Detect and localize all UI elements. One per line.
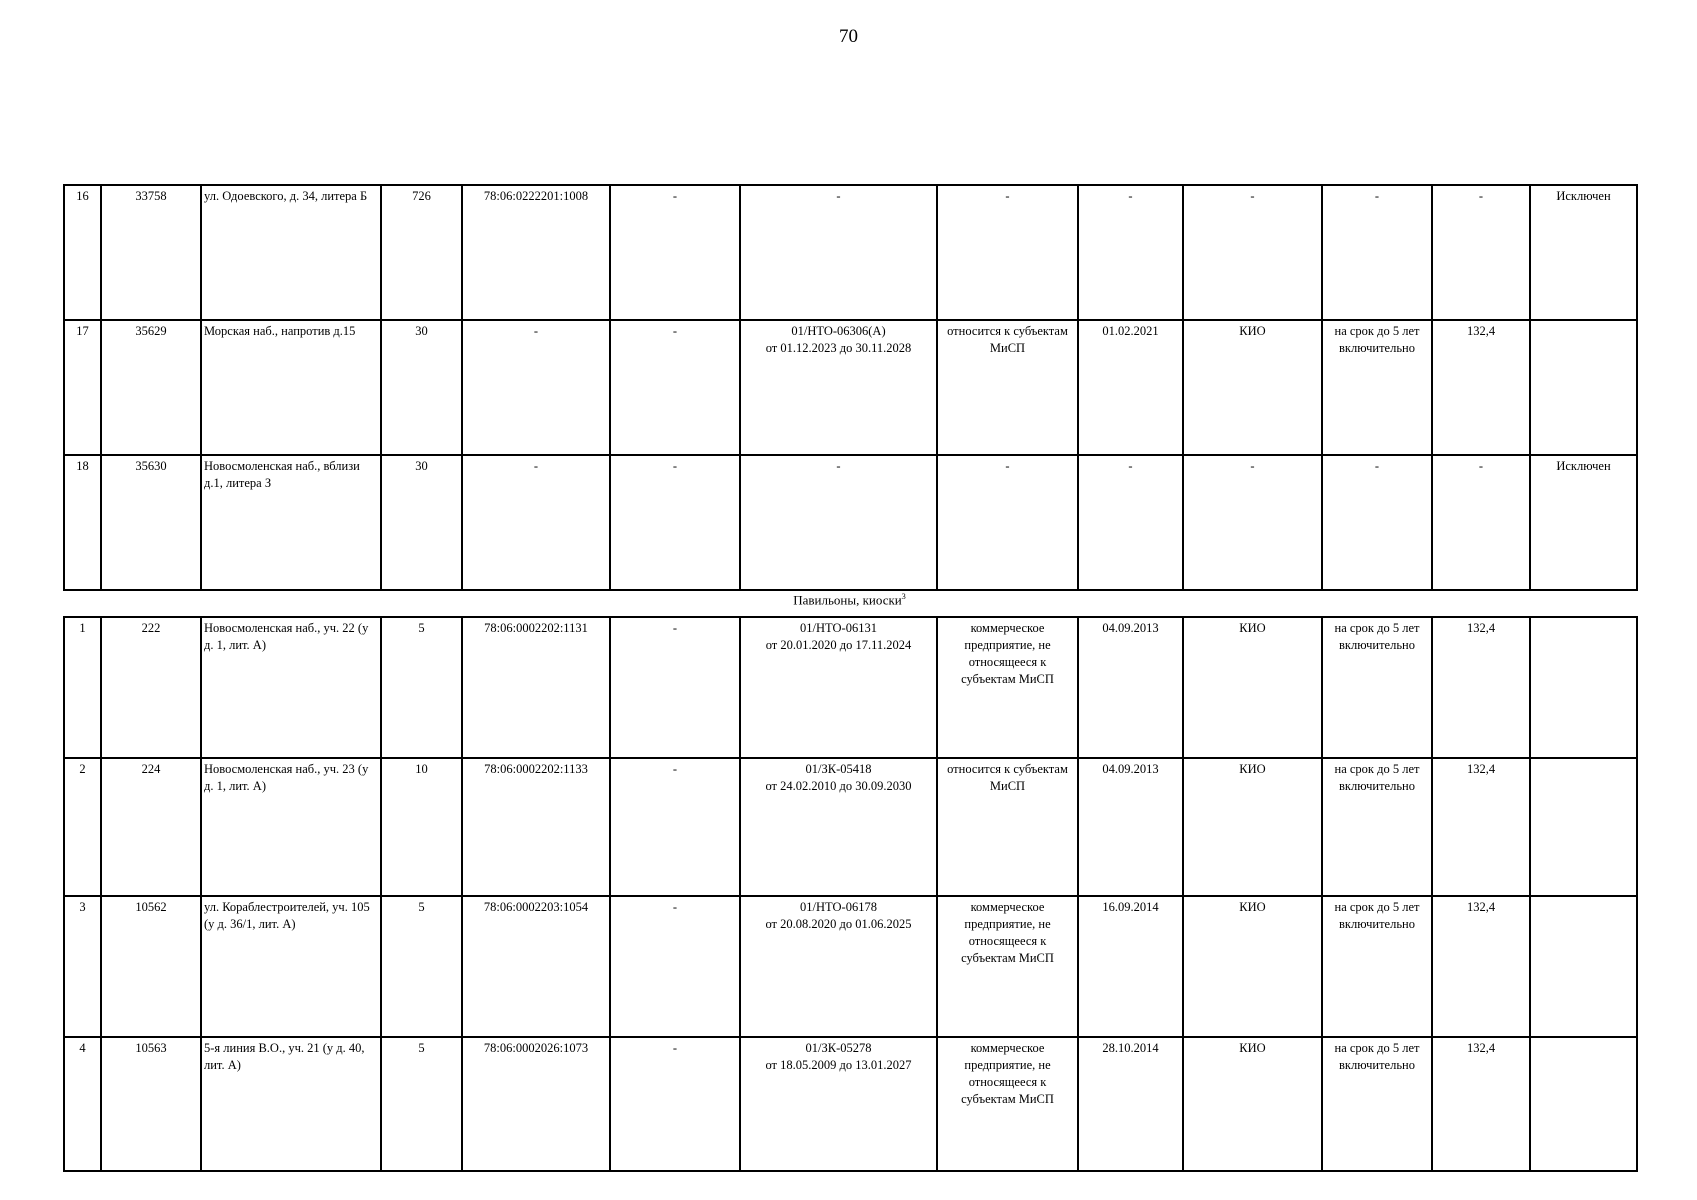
cell-organization-text: КИО — [1239, 900, 1266, 914]
cell-category-text: коммерческое предприятие, не относящееся к субъектам МиСП — [961, 1041, 1054, 1106]
cell-object-id — [101, 320, 201, 455]
cell-organization-text: КИО — [1239, 762, 1266, 776]
cell-organization — [1183, 1037, 1322, 1171]
cell-column-6 — [610, 617, 740, 758]
cell-date — [1078, 758, 1183, 896]
table-row — [64, 185, 1637, 320]
cell-note — [1530, 896, 1637, 1037]
cell-category — [937, 617, 1078, 758]
cell-area-text: 30 — [415, 459, 428, 473]
cell-organization-text: - — [1250, 189, 1255, 203]
cell-category-text: - — [1005, 459, 1010, 473]
cell-area-text: 726 — [412, 189, 431, 203]
cell-contract-text: 01/НТО-06306(А) от 01.12.2023 до 30.11.2028 — [765, 324, 912, 355]
cell-address-text: ул. Одоевского, д. 34, литера Б — [204, 189, 368, 203]
cell-row-number — [64, 320, 101, 455]
cell-date — [1078, 617, 1183, 758]
cell-rate-text: 132,4 — [1466, 324, 1496, 338]
cell-area — [381, 1037, 462, 1171]
cell-row-number — [64, 617, 101, 758]
cell-date — [1078, 320, 1183, 455]
cell-cadastral-number-text: 78:06:0002202:1133 — [484, 762, 588, 776]
cell-category — [937, 455, 1078, 590]
cell-cadastral-number-text: - — [533, 324, 539, 338]
cell-term-text: - — [1374, 189, 1380, 203]
cell-cadastral-number — [462, 617, 610, 758]
cell-date-text: 01.02.2021 — [1102, 324, 1159, 338]
cell-address-text: Новосмоленская наб., вблизи д.1, литера З — [204, 459, 360, 490]
cell-organization — [1183, 896, 1322, 1037]
cell-area — [381, 320, 462, 455]
cell-category — [937, 896, 1078, 1037]
cell-cadastral-number-text: 78:06:0002203:1054 — [483, 900, 589, 914]
cell-object-id — [101, 1037, 201, 1171]
cell-object-id-text: 35629 — [135, 324, 167, 338]
cell-organization — [1183, 185, 1322, 320]
cell-contract — [740, 896, 937, 1037]
cell-column-6 — [610, 758, 740, 896]
cell-category — [937, 758, 1078, 896]
cell-row-number-text: 18 — [76, 459, 89, 473]
cell-object-id-text: 10562 — [135, 900, 167, 914]
cell-category-text: - — [1005, 189, 1010, 203]
cell-organization-text: КИО — [1239, 621, 1266, 635]
cell-area — [381, 455, 462, 590]
cell-address — [201, 896, 381, 1037]
cell-rate — [1432, 896, 1530, 1037]
cell-note — [1530, 455, 1637, 590]
cell-category — [937, 320, 1078, 455]
cell-row-number-text: 16 — [76, 189, 89, 203]
cell-cadastral-number — [462, 896, 610, 1037]
cell-note — [1530, 320, 1637, 455]
cell-area-text: 10 — [415, 762, 428, 776]
cell-address-text: 5-я линия В.О., уч. 21 (у д. 40, лит. А) — [204, 1041, 365, 1072]
cell-date — [1078, 896, 1183, 1037]
cell-contract-text: 01/ЗК-05418 от 24.02.2010 до 30.09.2030 — [765, 762, 912, 793]
cell-object-id-text: 33758 — [135, 189, 167, 203]
cell-rate-text: 132,4 — [1466, 621, 1496, 635]
cell-cadastral-number-text: 78:06:0002202:1131 — [484, 621, 588, 635]
cell-column-6-text: - — [672, 324, 678, 338]
table-row — [64, 455, 1637, 590]
cell-contract-text: - — [836, 459, 841, 473]
cell-note — [1530, 617, 1637, 758]
page-number: 70 — [839, 26, 858, 47]
cell-area-text: 5 — [418, 621, 425, 635]
cell-contract-text: 01/НТО-06131 от 20.01.2020 до 17.11.2024 — [765, 621, 912, 652]
cell-cadastral-number-text: - — [533, 459, 539, 473]
cell-term — [1322, 320, 1432, 455]
cell-contract — [740, 758, 937, 896]
cell-rate-text: - — [1478, 459, 1484, 473]
cell-note-text: Исключен — [1556, 189, 1611, 203]
cell-term-text: - — [1374, 459, 1380, 473]
cell-row-number — [64, 185, 101, 320]
cell-rate-text: 132,4 — [1466, 900, 1496, 914]
cell-rate-text: 132,4 — [1466, 1041, 1496, 1055]
cell-cadastral-number — [462, 455, 610, 590]
cell-term — [1322, 617, 1432, 758]
cell-contract — [740, 1037, 937, 1171]
cell-organization — [1183, 320, 1322, 455]
cell-category-text: относится к субъектам МиСП — [947, 324, 1068, 355]
cell-term-text: на срок до 5 лет включительно — [1334, 762, 1420, 793]
section-heading-text: Павильоны, киоски — [793, 592, 902, 608]
cell-term-text: на срок до 5 лет включительно — [1334, 621, 1420, 652]
cell-contract — [740, 455, 937, 590]
cell-object-id — [101, 185, 201, 320]
cell-column-6-text: - — [672, 189, 678, 203]
cell-cadastral-number-text: 78:06:0002026:1073 — [483, 1041, 589, 1055]
cell-column-6 — [610, 455, 740, 590]
cell-area-text: 5 — [418, 1041, 425, 1055]
cell-organization-text: КИО — [1239, 324, 1266, 338]
cell-date-text: 16.09.2014 — [1102, 900, 1159, 914]
table-row — [64, 758, 1637, 896]
table-row — [64, 617, 1637, 758]
cell-term-text: на срок до 5 лет включительно — [1334, 900, 1420, 931]
cell-column-6 — [610, 185, 740, 320]
cell-organization-text: - — [1250, 459, 1255, 473]
cell-date — [1078, 455, 1183, 590]
cell-cadastral-number — [462, 185, 610, 320]
cell-term — [1322, 758, 1432, 896]
table-row — [64, 896, 1637, 1037]
cell-row-number — [64, 1037, 101, 1171]
cell-rate — [1432, 320, 1530, 455]
cell-term-text: на срок до 5 лет включительно — [1334, 324, 1420, 355]
cell-rate-text: - — [1478, 189, 1484, 203]
cell-note — [1530, 758, 1637, 896]
cell-organization — [1183, 617, 1322, 758]
cell-area — [381, 617, 462, 758]
cell-contract — [740, 320, 937, 455]
cell-area — [381, 185, 462, 320]
cell-rate — [1432, 1037, 1530, 1171]
cell-address — [201, 320, 381, 455]
cell-object-id — [101, 896, 201, 1037]
objects-table-bottom — [63, 616, 1638, 1172]
cell-rate — [1432, 758, 1530, 896]
cell-column-6-text: - — [672, 762, 678, 776]
cell-contract-text: 01/ЗК-05278 от 18.05.2009 до 13.01.2027 — [765, 1041, 912, 1072]
cell-date — [1078, 1037, 1183, 1171]
cell-date-text: 04.09.2013 — [1102, 762, 1159, 776]
cell-row-number — [64, 455, 101, 590]
section-heading-footnote: 3 — [901, 592, 906, 601]
objects-table-top — [63, 184, 1638, 591]
cell-date — [1078, 185, 1183, 320]
cell-address-text: Новосмоленская наб., уч. 22 (у д. 1, лит. А) — [204, 621, 369, 652]
cell-column-6-text: - — [672, 621, 678, 635]
cell-address — [201, 185, 381, 320]
cell-column-6 — [610, 896, 740, 1037]
table-row — [64, 1037, 1637, 1171]
cell-area-text: 5 — [418, 900, 425, 914]
cell-column-6 — [610, 1037, 740, 1171]
cell-row-number — [64, 758, 101, 896]
cell-cadastral-number — [462, 758, 610, 896]
cell-column-6-text: - — [672, 1041, 678, 1055]
cell-area-text: 30 — [415, 324, 428, 338]
cell-row-number-text: 4 — [79, 1041, 86, 1055]
cell-object-id-text: 224 — [141, 762, 161, 776]
cell-contract — [740, 617, 937, 758]
cell-address-text: Новосмоленская наб., уч. 23 (у д. 1, лит. А) — [204, 762, 369, 793]
cell-object-id-text: 222 — [141, 621, 161, 635]
cell-cadastral-number — [462, 1037, 610, 1171]
cell-category-text: относится к субъектам МиСП — [947, 762, 1068, 793]
cell-category-text: коммерческое предприятие, не относящееся к субъектам МиСП — [961, 621, 1054, 686]
cell-row-number-text: 2 — [79, 762, 86, 776]
cell-term — [1322, 185, 1432, 320]
cell-row-number-text: 17 — [76, 324, 89, 338]
cell-address — [201, 617, 381, 758]
cell-cadastral-number — [462, 320, 610, 455]
cell-contract — [740, 185, 937, 320]
cell-organization-text: КИО — [1239, 1041, 1266, 1055]
cell-address-text: Морская наб., напротив д.15 — [204, 324, 356, 338]
cell-address-text: ул. Кораблестроителей, уч. 105 (у д. 36/1, лит. А) — [204, 900, 370, 931]
cell-date-text: 28.10.2014 — [1102, 1041, 1159, 1055]
cell-column-6 — [610, 320, 740, 455]
cell-object-id — [101, 758, 201, 896]
cell-note — [1530, 1037, 1637, 1171]
table-row — [64, 320, 1637, 455]
cell-note-text: Исключен — [1556, 459, 1611, 473]
cell-column-6-text: - — [672, 459, 678, 473]
cell-object-id — [101, 617, 201, 758]
cell-term — [1322, 896, 1432, 1037]
cell-object-id-text: 35630 — [135, 459, 167, 473]
cell-note — [1530, 185, 1637, 320]
cell-organization — [1183, 455, 1322, 590]
cell-date-text: 04.09.2013 — [1102, 621, 1159, 635]
cell-cadastral-number-text: 78:06:0222201:1008 — [483, 189, 589, 203]
cell-date-text: - — [1128, 189, 1133, 203]
cell-category — [937, 1037, 1078, 1171]
section-heading — [63, 592, 1636, 608]
cell-address — [201, 1037, 381, 1171]
cell-category-text: коммерческое предприятие, не относящееся к субъектам МиСП — [961, 900, 1054, 965]
cell-column-6-text: - — [672, 900, 678, 914]
cell-contract-text: - — [836, 189, 841, 203]
cell-area — [381, 896, 462, 1037]
cell-rate — [1432, 617, 1530, 758]
cell-term — [1322, 455, 1432, 590]
cell-object-id — [101, 455, 201, 590]
cell-address — [201, 455, 381, 590]
cell-row-number — [64, 896, 101, 1037]
cell-term — [1322, 1037, 1432, 1171]
cell-row-number-text: 3 — [79, 900, 86, 914]
cell-object-id-text: 10563 — [135, 1041, 167, 1055]
cell-rate — [1432, 185, 1530, 320]
cell-date-text: - — [1128, 459, 1133, 473]
cell-address — [201, 758, 381, 896]
cell-area — [381, 758, 462, 896]
cell-term-text: на срок до 5 лет включительно — [1334, 1041, 1420, 1072]
cell-category — [937, 185, 1078, 320]
cell-rate — [1432, 455, 1530, 590]
cell-contract-text: 01/НТО-06178 от 20.08.2020 до 01.06.2025 — [765, 900, 912, 931]
cell-organization — [1183, 758, 1322, 896]
cell-rate-text: 132,4 — [1466, 762, 1496, 776]
cell-row-number-text: 1 — [79, 621, 86, 635]
